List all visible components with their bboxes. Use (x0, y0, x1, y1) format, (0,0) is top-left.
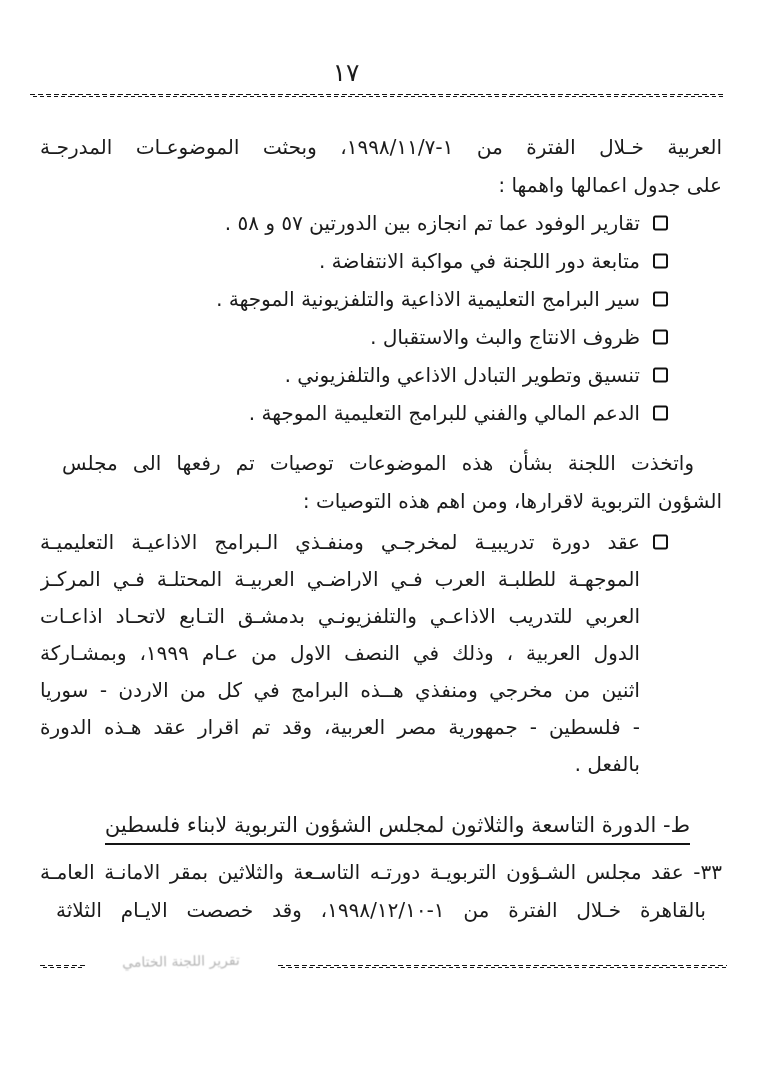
footer-divider-right (278, 965, 727, 968)
footer-faded-stamp: تقرير اللجنة الختامي (122, 952, 240, 972)
paragraph-resolutions-intro (40, 444, 722, 520)
square-bullet-icon (653, 406, 668, 421)
list-item-text: متابعة دور اللجنة في مواكبة الانتفاضة . (318, 249, 640, 273)
paragraph-session-39 (40, 853, 722, 929)
section-heading (105, 810, 690, 845)
paragraph-resolutions-line: الشؤون التربوية لاقرارها، ومن اهم هذه التوصيات : (302, 489, 722, 513)
header-divider (30, 94, 726, 97)
recommendation-line: الموجهـة للطلبـة العرب فـي الاراضـي العربيـة المحتلـة فـي المركـز (40, 567, 640, 591)
paragraph-intro-line: على جدول اعمالها واهمها : (498, 173, 722, 197)
recommendation-item (40, 524, 722, 783)
recommendation-line: اثنين من مخرجي ومنفذي هــذه البرامج في كل من الاردن - سوريا (40, 678, 640, 702)
recommendation-line: بالفعل . (574, 752, 640, 776)
square-bullet-icon (653, 292, 668, 307)
list-item (40, 394, 722, 432)
paragraph-session-line: بالقاهرة خـلال الفترة من ١-١٩٩٨/١٢/١٠، وقد خصصت الايـام الثلاثة (56, 898, 706, 922)
paragraph-intro (40, 128, 722, 204)
recommendation-line: - فلسطين - جمهورية مصر العربية، وقد تم اقرار عقد هـذه الدورة (40, 715, 640, 739)
paragraph-resolutions-line: واتخذت اللجنة بشأن هذه الموضوعات توصيات تم رفعها الى مجلس (62, 451, 694, 475)
square-bullet-icon (653, 330, 668, 345)
list-item (40, 280, 722, 318)
recommendation-line: عقد دورة تدريبيـة لمخرجـي ومنفـذي الـبرامج الاذاعيـة التعليميـة (40, 530, 640, 554)
page-number: ١٧ (332, 58, 360, 87)
square-bullet-icon (653, 254, 668, 269)
square-bullet-icon (653, 216, 668, 231)
footer-divider-left (40, 965, 85, 968)
list-item-text: الدعم المالي والفني للبرامج التعليمية الموجهة . (248, 401, 640, 425)
recommendation-line: الدول العربية ، وذلك في النصف الاول من عـام ١٩٩٩، وبمشـاركة (40, 641, 640, 665)
paragraph-intro-line: العربية خـلال الفترة من ١-١٩٩٨/١١/٧، وبحثت الموضوعـات المدرجـة (40, 135, 722, 159)
paragraph-session-line: ٣٣- عقد مجلس الشـؤون التربويـة دورتـه التاسـعة والثلاثين بمقر الامانـة العامـة (40, 860, 722, 884)
list-item (40, 318, 722, 356)
list-item (40, 356, 722, 394)
list-item (40, 242, 722, 280)
recommendation-line: العربي للتدريب الاذاعـي والتلفزيونـي بدمشـق التـابع لاتحـاد اذاعـات (40, 604, 640, 628)
square-bullet-icon (653, 368, 668, 383)
section-heading-text: ط- الدورة التاسعة والثلاثون لمجلس الشؤون التربوية لابناء فلسطين (105, 810, 690, 845)
list-item-text: تنسيق وتطوير التبادل الاذاعي والتلفزيوني . (284, 363, 640, 387)
list-item-text: ظروف الانتاج والبث والاستقبال . (370, 325, 640, 349)
list-item-text: تقارير الوفود عما تم انجازه بين الدورتين ٥٧ و ٥٨ . (224, 211, 640, 235)
agenda-list (40, 204, 722, 432)
list-item (40, 204, 722, 242)
list-item-text: سير البرامج التعليمية الاذاعية والتلفزيونية الموجهة . (216, 287, 640, 311)
square-bullet-icon (653, 535, 668, 550)
